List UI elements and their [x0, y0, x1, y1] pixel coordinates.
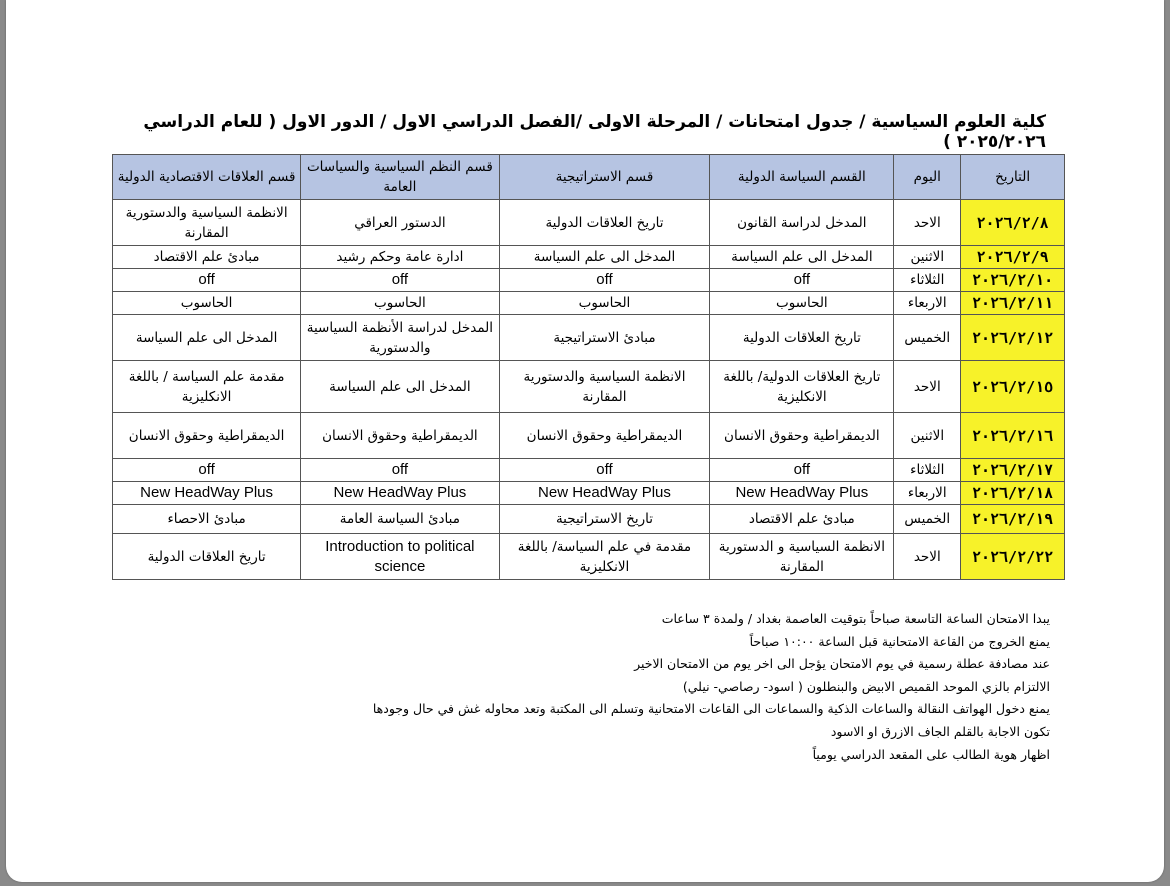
- strategy-cell: تاريخ العلاقات الدولية: [499, 200, 710, 246]
- table-row: [113, 459, 1065, 482]
- intl-economic-cell: الحاسوب: [113, 292, 301, 315]
- exam-instructions: [286, 608, 1050, 766]
- intl-economic-cell: New HeadWay Plus: [113, 482, 301, 505]
- date-cell: ٢٠٢٦/٢/٢٢: [961, 534, 1065, 580]
- systems-public-policy-cell: off: [301, 269, 499, 292]
- table-row: [113, 315, 1065, 361]
- systems-public-policy-cell: off: [301, 459, 499, 482]
- intl-economic-cell: تاريخ العلاقات الدولية: [113, 534, 301, 580]
- table-row: [113, 482, 1065, 505]
- instruction-line: يمنع الخروج من القاعة الامتحانية قبل الساعة ١٠:٠٠ صباحاً: [749, 633, 1050, 649]
- systems-public-policy-cell: New HeadWay Plus: [301, 482, 499, 505]
- instruction-line: اظهار هوية الطالب على المقعد الدراسي يومياً: [812, 746, 1050, 762]
- day-cell: الاثنين: [894, 246, 961, 269]
- strategy-cell: المدخل الى علم السياسة: [499, 246, 710, 269]
- table-header-row: [113, 155, 1065, 200]
- day-cell: الخميس: [894, 315, 961, 361]
- date-cell: ٢٠٢٦/٢/١٦: [961, 413, 1065, 459]
- systems-public-policy-cell: Introduction to political science: [301, 534, 499, 580]
- header-systems-public-policy: قسم النظم السياسية والسياسات العامة: [301, 155, 499, 200]
- intl-economic-cell: off: [113, 269, 301, 292]
- date-cell: ٢٠٢٦/٢/١٧: [961, 459, 1065, 482]
- document-title: كلية العلوم السياسية / جدول امتحانات / المرحلة الاولى /الفصل الدراسي الاول / الدور الاول ( للعام الدراسي ٢٠٢٥/٢٠٢٦ ): [143, 112, 1046, 152]
- exam-schedule-table: [112, 154, 1065, 580]
- intl-politics-cell: off: [710, 269, 894, 292]
- intl-economic-cell: الديمقراطية وحقوق الانسان: [113, 413, 301, 459]
- table-row: [113, 505, 1065, 534]
- intl-economic-cell: الانظمة السياسية والدستورية المقارنة: [113, 200, 301, 246]
- systems-public-policy-cell: المدخل لدراسة الأنظمة السياسية والدستورية: [301, 315, 499, 361]
- instruction-line: يمنع دخول الهواتف النقالة والساعات الذكية والسماعات الى القاعات الامتحانية وتسلم الى المكتبة وتعد محاوله غش في حال وجودها: [372, 701, 1050, 717]
- date-cell: ٢٠٢٦/٢/١٨: [961, 482, 1065, 505]
- table-row: [113, 534, 1065, 580]
- strategy-cell: الديمقراطية وحقوق الانسان: [499, 413, 710, 459]
- table-row: [113, 246, 1065, 269]
- intl-politics-cell: تاريخ العلاقات الدولية: [710, 315, 894, 361]
- table-row: [113, 361, 1065, 413]
- header-intl-economic: قسم العلاقات الاقتصادية الدولية: [113, 155, 301, 200]
- instruction-line: يبدا الامتحان الساعة التاسعة صباحاً بتوقيت العاصمة بغداد / ولمدة ٣ ساعات: [661, 611, 1050, 626]
- instruction-line: تكون الاجابة بالقلم الجاف الازرق او الاسود: [830, 723, 1050, 739]
- strategy-cell: الانظمة السياسية والدستورية المقارنة: [499, 361, 710, 413]
- day-cell: الاربعاء: [894, 482, 961, 505]
- header-date: التاريخ: [961, 155, 1065, 200]
- date-cell: ٢٠٢٦/٢/١٢: [961, 315, 1065, 361]
- systems-public-policy-cell: الحاسوب: [301, 292, 499, 315]
- strategy-cell: مقدمة في علم السياسة/ باللغة الانكليزية: [499, 534, 710, 580]
- date-cell: ٢٠٢٦/٢/٩: [961, 246, 1065, 269]
- intl-politics-cell: الحاسوب: [710, 292, 894, 315]
- day-cell: الثلاثاء: [894, 459, 961, 482]
- intl-politics-cell: الانظمة السياسية و الدستورية المقارنة: [710, 534, 894, 580]
- intl-economic-cell: off: [113, 459, 301, 482]
- day-cell: الثلاثاء: [894, 269, 961, 292]
- day-cell: الاحد: [894, 361, 961, 413]
- intl-politics-cell: الديمقراطية وحقوق الانسان: [710, 413, 894, 459]
- day-cell: الاحد: [894, 534, 961, 580]
- day-cell: الاحد: [894, 200, 961, 246]
- strategy-cell: off: [499, 269, 710, 292]
- intl-politics-cell: تاريخ العلاقات الدولية/ باللغة الانكليزية: [710, 361, 894, 413]
- date-cell: ٢٠٢٦/٢/١٠: [961, 269, 1065, 292]
- systems-public-policy-cell: المدخل الى علم السياسة: [301, 361, 499, 413]
- header-intl-politics: القسم السياسة الدولية: [710, 155, 894, 200]
- strategy-cell: مبادئ الاستراتيجية: [499, 315, 710, 361]
- strategy-cell: New HeadWay Plus: [499, 482, 710, 505]
- intl-politics-cell: المدخل لدراسة القانون: [710, 200, 894, 246]
- intl-politics-cell: المدخل الى علم السياسة: [710, 246, 894, 269]
- intl-economic-cell: مبادئ الاحصاء: [113, 505, 301, 534]
- document-page: [6, 0, 1164, 882]
- date-cell: ٢٠٢٦/٢/١٥: [961, 361, 1065, 413]
- day-cell: الاثنين: [894, 413, 961, 459]
- systems-public-policy-cell: الدستور العراقي: [301, 200, 499, 246]
- systems-public-policy-cell: ادارة عامة وحكم رشيد: [301, 246, 499, 269]
- table-row: [113, 413, 1065, 459]
- table-row: [113, 269, 1065, 292]
- intl-politics-cell: off: [710, 459, 894, 482]
- intl-politics-cell: مبادئ علم الاقتصاد: [710, 505, 894, 534]
- intl-economic-cell: مبادئ علم الاقتصاد: [113, 246, 301, 269]
- date-cell: ٢٠٢٦/٢/٨: [961, 200, 1065, 246]
- instruction-line: عند مصادفة عطلة رسمية في يوم الامتحان يؤجل الى اخر يوم من الامتحان الاخير: [634, 656, 1050, 672]
- strategy-cell: تاريخ الاستراتيجية: [499, 505, 710, 534]
- day-cell: الخميس: [894, 505, 961, 534]
- strategy-cell: الحاسوب: [499, 292, 710, 315]
- intl-economic-cell: المدخل الى علم السياسة: [113, 315, 301, 361]
- header-strategy: قسم الاستراتيجية: [499, 155, 710, 200]
- date-cell: ٢٠٢٦/٢/١٩: [961, 505, 1065, 534]
- intl-economic-cell: مقدمة علم السياسة / باللغة الانكليزية: [113, 361, 301, 413]
- table-row: [113, 292, 1065, 315]
- day-cell: الاربعاء: [894, 292, 961, 315]
- strategy-cell: off: [499, 459, 710, 482]
- intl-politics-cell: New HeadWay Plus: [710, 482, 894, 505]
- systems-public-policy-cell: الديمقراطية وحقوق الانسان: [301, 413, 499, 459]
- header-day: اليوم: [894, 155, 961, 200]
- table-row: [113, 200, 1065, 246]
- date-cell: ٢٠٢٦/٢/١١: [961, 292, 1065, 315]
- instruction-line: الالتزام بالزي الموحد القميص الابيض والبنطلون ( اسود- رصاصي- نيلي): [682, 678, 1050, 694]
- systems-public-policy-cell: مبادئ السياسة العامة: [301, 505, 499, 534]
